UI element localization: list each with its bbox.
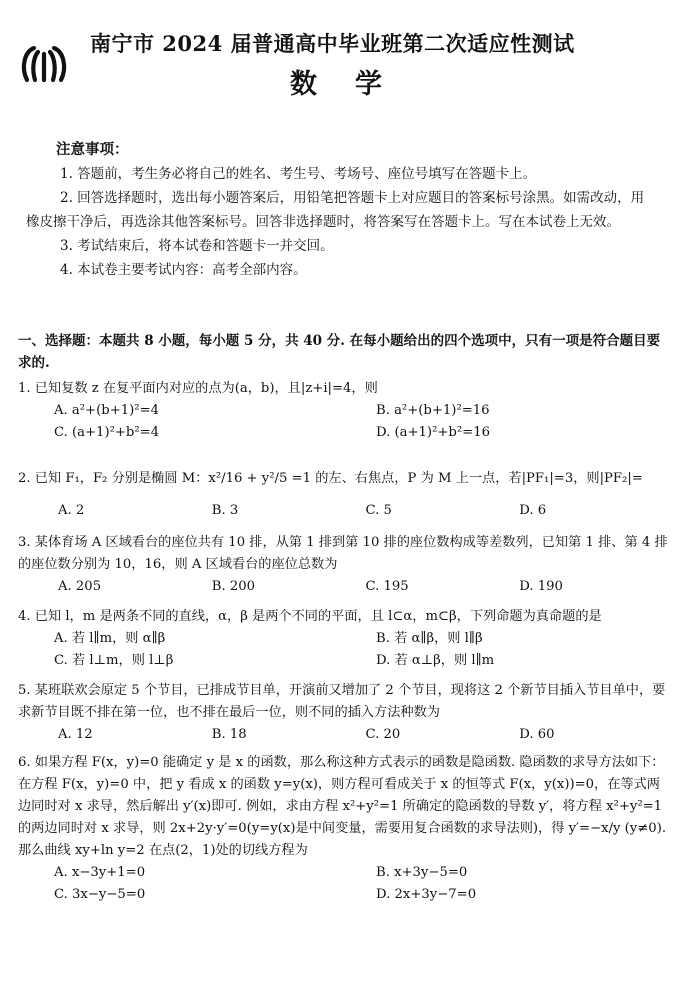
option-c: C. 195	[365, 579, 409, 594]
question-5	[18, 680, 673, 746]
notice-item: 3. 考试结束后，将本试卷和答题卡一并交回。	[60, 238, 334, 254]
option-c: C. 若 l⊥m，则 l⊥β	[54, 653, 174, 668]
notice-block	[26, 138, 656, 282]
notice-item: 4. 本试卷主要考试内容：高考全部内容。	[60, 262, 307, 278]
option-b: B. a²+(b+1)²=16	[376, 403, 490, 418]
option-a: A. x−3y+1=0	[54, 865, 146, 880]
option-d: D. 若 α⊥β，则 l∥m	[376, 653, 495, 668]
option-c: C. 5	[365, 503, 392, 518]
option-c: C. 20	[365, 727, 401, 742]
question-stem: 3. 某体育场 A 区域看台的座位共有 10 排，从第 1 排到第 10 排的座位数构成等差数列，已知第 1 排、第 4 排的座位数分别为 10，16，则 A 区域看台的座位总数为	[18, 535, 668, 572]
option-b: B. 18	[211, 727, 247, 742]
option-d: D. 6	[519, 503, 547, 518]
exam-subject: 数学	[290, 69, 420, 100]
option-a: A. 2	[58, 503, 85, 518]
option-a: A. 205	[58, 579, 102, 594]
option-b: B. x+3y−5=0	[376, 865, 468, 880]
notice-heading: 注意事项：	[56, 141, 129, 158]
option-c: C. (a+1)²+b²=4	[54, 425, 160, 440]
question-4	[18, 606, 673, 672]
option-c: C. 3x−y−5=0	[54, 887, 146, 902]
option-d: D. 190	[519, 579, 563, 594]
question-6	[18, 752, 673, 906]
question-1	[18, 378, 673, 444]
question-stem: 2. 已知 F₁，F₂ 分别是椭圆 M：x²/16 + y²/5 =1 的左、右焦点，P 为 M 上一点，若|PF₁|=3，则|PF₂|=	[18, 471, 643, 486]
notice-item: 1. 答题前，考生务必将自己的姓名、考生号、考场号、座位号填写在答题卡上。	[60, 166, 537, 182]
exam-title: 南宁市 2024 届普通高中毕业班第二次适应性测试	[90, 31, 575, 56]
option-d: D. 2x+3y−7=0	[376, 887, 477, 902]
option-d: D. 60	[519, 727, 555, 742]
option-a: A. a²+(b+1)²=4	[54, 403, 160, 418]
question-stem: 6. 如果方程 F(x，y)=0 能确定 y 是 x 的函数，那么称这种方式表示的函数是隐函数. 隐函数的求导方法如下：在方程 F(x，y)=0 中，把 y 看成 x 的函数 y=y(x)，则方程可看成关于 x 的恒等式 F(x，y(x))=0，在等式两边同时对 x 求导，然后解出 y′(x)即可. 例如，求由方程 x²+y²=1 所确定的隐函数的导数 y′，将方程 x²+y²=1 的两边同时对 x 求导，则 2x+2y·y′=0(y=y(x)是中间变量，需要用复合函数的求导法则)，得 y′=−x/y (y≠0). 那么曲线 xy+ln y=2 在点(2，1)处的切线方程为	[18, 755, 667, 858]
option-b: B. 若 α∥β，则 l∥β	[376, 631, 483, 646]
question-stem: 5. 某班联欢会原定 5 个节目，已排成节目单，开演前又增加了 2 个节目，现将这 2 个新节目插入节目单中，要求新节目既不排在第一位，也不排在最后一位，则不同的插入方法种数为	[18, 683, 666, 720]
school-logo-icon	[18, 40, 70, 86]
option-b: B. 200	[211, 579, 255, 594]
question-stem: 4. 已知 l，m 是两条不同的直线，α，β 是两个不同的平面，且 l⊂α，m⊂β，下列命题为真命题的是	[18, 609, 602, 624]
option-a: A. 若 l∥m，则 α∥β	[54, 631, 166, 646]
option-d: D. (a+1)²+b²=16	[376, 425, 490, 440]
question-stem: 1. 已知复数 z 在复平面内对应的点为(a，b)，且|z+i|=4，则	[18, 381, 378, 396]
notice-item: 2. 回答选择题时，选出每小题答案后，用铅笔把答题卡上对应题目的答案标号涂黑。如需改动，用橡皮擦干净后，再选涂其他答案标号。回答非选择题时，将答案写在答题卡上。写在本试卷上无效。	[26, 190, 645, 230]
option-b: B. 3	[211, 503, 239, 518]
section-heading: 一、选择题：本题共 8 小题，每小题 5 分，共 40 分. 在每小题给出的四个选项中，只有一项是符合题目要求的.	[18, 333, 661, 371]
question-2	[18, 468, 673, 522]
option-a: A. 12	[58, 727, 93, 742]
question-3	[18, 532, 673, 598]
